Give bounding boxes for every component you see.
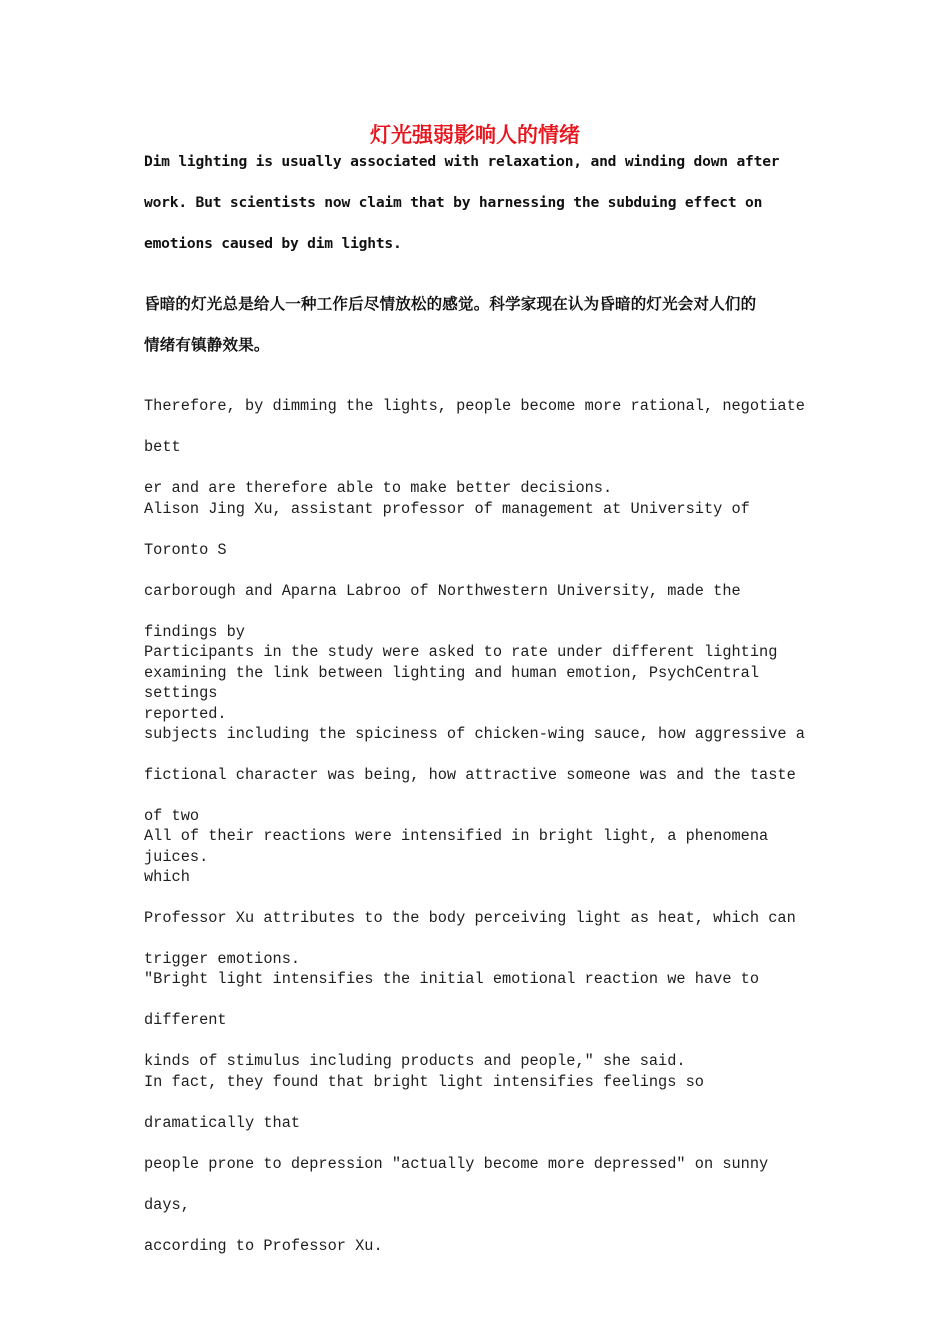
paragraph-researchers: Alison Jing Xu, assistant professor of management at University of Toronto S carborough and Aparna Labroo of Northwestern University, made the findings by examining the link between lighting and human emotion, PsychCentral reported.: [144, 500, 760, 723]
paragraph-reactions: All of their reactions were intensified in bright light, a phenomena which Professor Xu attributes to the body perceiving light as heat, which can trigger emotions.: [144, 827, 796, 968]
paragraph-participants: Participants in the study were asked to rate under different lighting settings subjects including the spiciness of chicken-wing sauce, how aggressive a fictional character was being, how attractive someone was and the taste of two juices.: [144, 643, 805, 866]
paragraph-depression: In fact, they found that bright light intensifies feelings so dramatically that people prone to depression "actually become more depressed" on sunny days, according to Professor Xu.: [144, 1073, 769, 1255]
paragraph-dimming-lights: Therefore, by dimming the lights, people become more rational, negotiate bett er and are therefore able to make better decisions.: [144, 397, 805, 497]
paragraph-intro-english: Dim lighting is usually associated with relaxation, and winding down after work. But scientists now claim that by harnessing the subduing effect on emotions caused by dim lights.: [144, 153, 780, 252]
paragraph-quote: "Bright light intensifies the initial emotional reaction we have to different kinds of stimulus including products and people," she said.: [144, 970, 760, 1070]
article-title: 灯光强弱影响人的情绪: [370, 123, 580, 147]
paragraph-intro-chinese: 昏暗的灯光总是给人一种工作后尽情放松的感觉。科学家现在认为昏暗的灯光会对人们的 情绪有镇静效果。: [144, 295, 757, 354]
